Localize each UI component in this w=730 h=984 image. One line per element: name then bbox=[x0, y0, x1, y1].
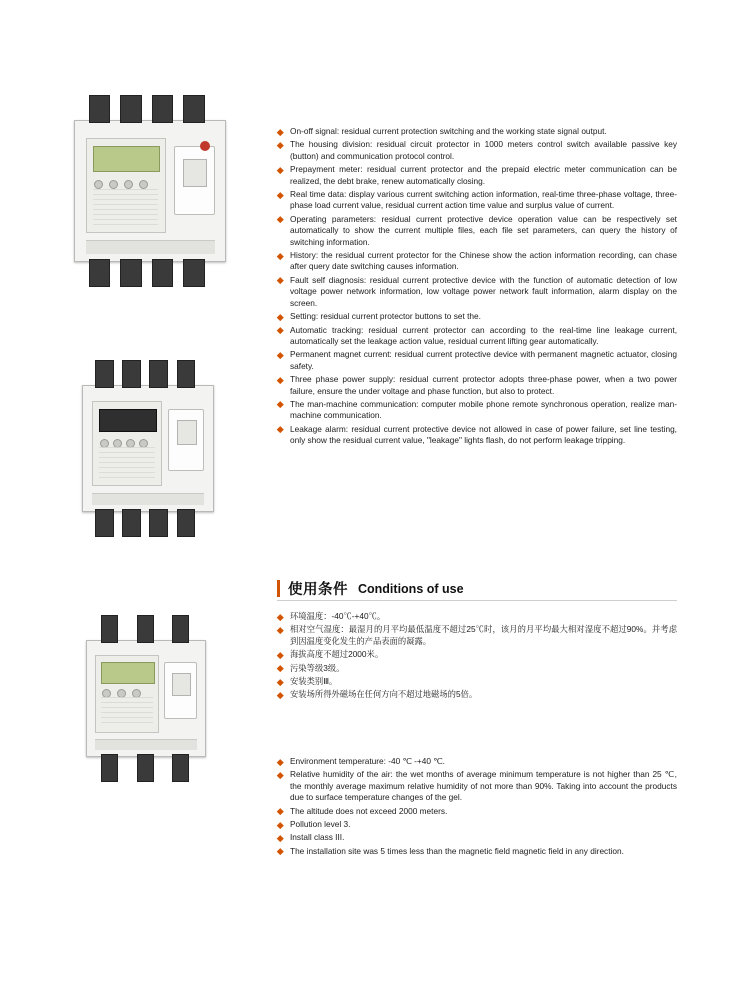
terminal bbox=[137, 615, 154, 643]
accent-bar bbox=[277, 580, 280, 597]
nameplate-text bbox=[99, 447, 156, 479]
terminal bbox=[183, 95, 205, 123]
list-item: Operating parameters: residual current protective device operation value can be respectively set automatically to show the current multiple files, each file set parameters, can query the history of switching information. bbox=[277, 214, 677, 248]
feature-list bbox=[277, 126, 677, 447]
section-heading bbox=[277, 578, 677, 599]
terminal bbox=[122, 360, 141, 388]
terminal bbox=[149, 360, 168, 388]
terminal bbox=[89, 95, 111, 123]
list-item: Environment temperature: -40 ℃ -+40 ℃. bbox=[277, 756, 677, 767]
terminal bbox=[137, 754, 154, 782]
list-item: Leakage alarm: residual current protective device not allowed in case of power failure, set line testing, only show the residual current value, "leakage" lights flash, do not perform leakage tripping. bbox=[277, 424, 677, 447]
list-item: The man-machine communication: computer mobile phone remote synchronous operation, realize man-machine communication. bbox=[277, 399, 677, 422]
operating-handle bbox=[174, 146, 215, 215]
operating-handle bbox=[164, 662, 197, 719]
list-item: 海拔高度不超过2000米。 bbox=[277, 649, 677, 660]
indicator-dot bbox=[200, 141, 210, 151]
list-item: The installation site was 5 times less than the magnetic field magnetic field in any direction. bbox=[277, 846, 677, 857]
list-item: Prepayment meter: residual current protector and the prepaid electric meter communication can be realized, the debt brake, renew automatically closing. bbox=[277, 164, 677, 187]
panel-button bbox=[94, 180, 103, 189]
list-item: Relative humidity of the air: the wet months of average minimum temperature is not higher than 25 ℃, the monthly average maximum relative humidity of not more than 90%. Taking into account the products due to surface temperature changes of the gel. bbox=[277, 769, 677, 803]
list-item: Automatic tracking: residual current protector can according to the real-time line leakage current, automatically set the leakage action value, residual current lifting gear automatically. bbox=[277, 325, 677, 348]
list-item: Pollution level 3. bbox=[277, 819, 677, 830]
list-item: 安装场所得外磁场在任何方向不超过地磁场的5倍。 bbox=[277, 689, 677, 700]
panel-button bbox=[124, 180, 133, 189]
terminal bbox=[95, 509, 114, 537]
terminal bbox=[172, 754, 189, 782]
terminal bbox=[172, 615, 189, 643]
list-item: Install class III. bbox=[277, 832, 677, 843]
list-item: Three phase power supply: residual current protector adopts three-phase power, when a two power failure, ensure the under voltage and phase function, but also to protect. bbox=[277, 374, 677, 397]
terminal bbox=[149, 509, 168, 537]
section-title-cn: 使用条件 bbox=[288, 582, 348, 598]
product-figure-2 bbox=[60, 385, 250, 545]
brand-strip bbox=[92, 493, 204, 505]
panel-button bbox=[139, 180, 148, 189]
list-item: The housing division: residual circuit protector in 1000 meters control switch available passive key (button) and communication protocol control. bbox=[277, 139, 677, 162]
section-divider bbox=[277, 600, 677, 601]
terminal bbox=[101, 615, 118, 643]
product-illustration-1 bbox=[74, 120, 226, 262]
list-item: 相对空气湿度：最湿月的月平均最低温度不超过25℃时，该月的月平均最大相对湿度不超过90%。并考虑到因温度变化发生的产品表面的凝露。 bbox=[277, 624, 677, 647]
terminal bbox=[177, 360, 196, 388]
list-item: Setting: residual current protector buttons to set the. bbox=[277, 311, 677, 322]
brand-strip bbox=[86, 240, 215, 254]
terminal bbox=[120, 259, 142, 287]
product-figure-1 bbox=[60, 120, 250, 285]
terminal bbox=[122, 509, 141, 537]
operating-handle bbox=[168, 409, 204, 471]
product-image-column bbox=[60, 120, 250, 816]
list-item: The altitude does not exceed 2000 meters. bbox=[277, 806, 677, 817]
terminal bbox=[120, 95, 142, 123]
section-title-en: Conditions of use bbox=[358, 581, 464, 596]
list-item: History: the residual current protector for the Chinese show the action information recording, can chase after query date switching causes information. bbox=[277, 250, 677, 273]
product-illustration-3 bbox=[86, 640, 206, 757]
nameplate-text bbox=[93, 189, 159, 224]
conditions-list-cn bbox=[277, 611, 677, 703]
front-panel bbox=[92, 401, 162, 486]
conditions-list-en bbox=[277, 756, 677, 859]
terminal bbox=[101, 754, 118, 782]
button-row bbox=[100, 439, 154, 447]
terminal bbox=[177, 509, 196, 537]
lcd-display bbox=[93, 146, 161, 172]
lcd-display bbox=[99, 409, 158, 433]
terminal bbox=[95, 360, 114, 388]
terminal bbox=[152, 259, 174, 287]
terminal bbox=[152, 95, 174, 123]
list-item: 污染等级3级。 bbox=[277, 663, 677, 674]
front-panel bbox=[95, 655, 158, 733]
features-column bbox=[277, 126, 677, 449]
terminal bbox=[183, 259, 205, 287]
list-item: On-off signal: residual current protection switching and the working state signal output. bbox=[277, 126, 677, 137]
list-item: Fault self diagnosis: residual current protective device with the function of automatic detection of low voltage power network information, low voltage power network fault information, alarm display on the screen. bbox=[277, 275, 677, 309]
button-row bbox=[94, 180, 156, 188]
terminal bbox=[89, 259, 111, 287]
front-panel bbox=[86, 138, 166, 233]
list-item: Permanent magnet current: residual current protective device with permanent magnetic actuator, closing safety. bbox=[277, 349, 677, 372]
list-item: Real time data: display various current switching action information, real-time three-phase voltage, three-phase load current value, residual current action time value and surplus value of current. bbox=[277, 189, 677, 212]
product-figure-3 bbox=[60, 640, 250, 790]
brand-strip bbox=[95, 739, 196, 750]
list-item: 环境温度：-40℃-+40℃。 bbox=[277, 611, 677, 622]
nameplate-text bbox=[101, 697, 153, 726]
panel-button bbox=[109, 180, 118, 189]
lcd-display bbox=[101, 662, 155, 684]
list-item: 安装类别Ⅲ。 bbox=[277, 676, 677, 687]
product-illustration-2 bbox=[82, 385, 214, 512]
